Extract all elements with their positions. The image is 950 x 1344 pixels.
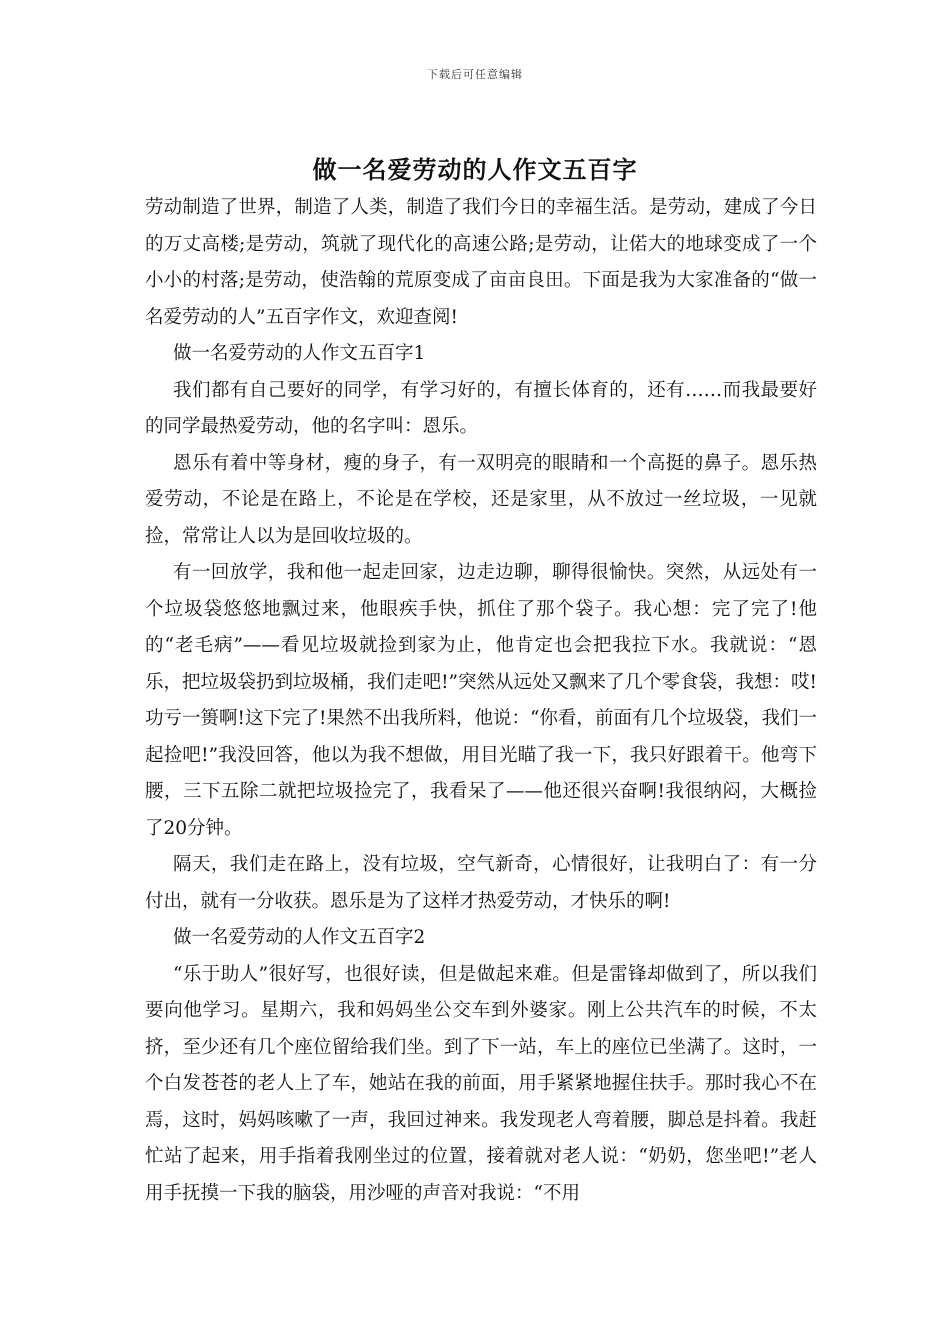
- document-title: 做一名爱劳动的人作文五百字: [312, 155, 638, 184]
- body-paragraph: “乐于助人”很好写，也很好读，但是做起来难。但是雷锋却做到了，所以我们要向他学习。星期六，我和妈妈坐公交车到外婆家。刚上公共汽车的时候，不太挤，至少还有几个座位留给我们坐。到了下一站，车上的座位已坐满了。这时，一个白发苍苍的老人上了车，她站在我的前面，用手紧紧地握住扶手。那时我心不在焉，这时，妈妈咳嗽了一声，我回过神来。我发现老人弯着腰，脚总是抖着。我赶忙站了起来，用手指着我刚坐过的位置，接着就对老人说：“奶奶，您坐吧!”老人用手抚摸一下我的脑袋，用沙哑的声音对我说：“不用: [145, 963, 817, 1204]
- section-heading-2: 做一名爱劳动的人作文五百字2: [173, 927, 426, 948]
- body-paragraph: 恩乐有着中等身材，瘦的身子，有一双明亮的眼睛和一个高挺的鼻子。恩乐热爱劳动，不论是在路上，不论是在学校，还是家里，从不放过一丝垃圾，一见就捡，常常让人以为是回收垃圾的。: [145, 452, 817, 547]
- header-note: 下载后可任意编辑: [427, 68, 523, 81]
- body-paragraph: 有一回放学，我和他一起走回家，边走边聊，聊得很愉快。突然，从远处有一个垃圾袋悠悠地飘过来，他眼疾手快，抓住了那个袋子。我心想：完了完了!他的“老毛病”——看见垃圾就捡到家为止，他肯定也会把我拉下水。我就说：“恩乐，把垃圾袋扔到垃圾桶，我们走吧!”突然从远处又飘来了几个零食袋，我想：哎!功亏一篑啊!这下完了!果然不出我所料，他说：“你看，前面有几个垃圾袋，我们一起捡吧!”我没回答，他以为我不想做，用目光瞄了我一下，我只好跟着干。他弯下腰，三下五除二就把垃圾捡完了，我看呆了——他还很兴奋啊!我很纳闷，大概捡了20分钟。: [145, 562, 817, 839]
- body-paragraph: 我们都有自己要好的同学，有学习好的，有擅长体育的，还有……而我最要好的同学最热爱劳动，他的名字叫：恩乐。: [145, 379, 817, 437]
- document-body: [145, 190, 817, 1212]
- body-paragraph: 隔天，我们走在路上，没有垃圾，空气新奇，心情很好，让我明白了：有一分付出，就有一分收获。恩乐是为了这样才热爱劳动，才快乐的啊!: [145, 854, 817, 912]
- intro-paragraph: 劳动制造了世界，制造了人类，制造了我们今日的幸福生活。是劳动，建成了今日的万丈高楼;是劳动，筑就了现代化的高速公路;是劳动，让偌大的地球变成了一个小小的村落;是劳动，使浩翰的荒原变成了亩亩良田。下面是我为大家准备的“做一名爱劳动的人”五百字作文，欢迎查阅!: [145, 197, 817, 328]
- section-heading-1: 做一名爱劳动的人作文五百字1: [173, 343, 426, 364]
